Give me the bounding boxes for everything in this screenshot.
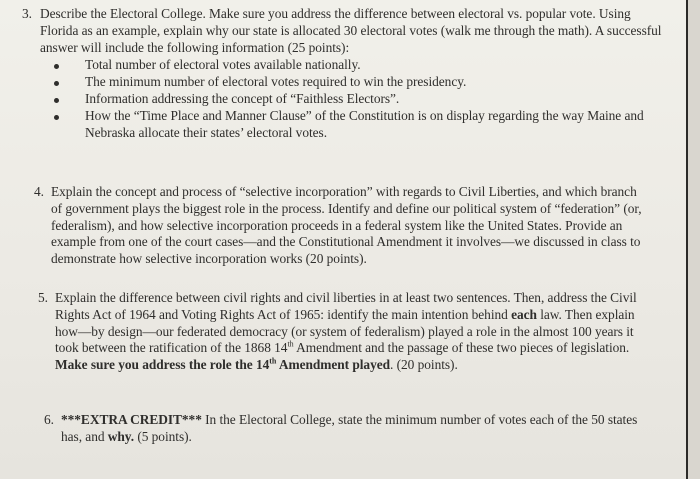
question-6 bbox=[44, 412, 644, 446]
question-number: 6. bbox=[44, 412, 54, 427]
question-number: 3. bbox=[22, 6, 32, 21]
page-edge-divider bbox=[686, 0, 700, 479]
question-5 bbox=[38, 290, 652, 374]
requirements-list bbox=[40, 57, 672, 141]
bullet-icon bbox=[54, 81, 59, 86]
list-item: Information addressing the concept of “Faithless Electors”. bbox=[40, 91, 672, 108]
list-item: The minimum number of electoral votes required to win the presidency. bbox=[40, 74, 672, 91]
question-3 bbox=[22, 6, 672, 141]
question-4 bbox=[34, 184, 650, 268]
question-number: 4. bbox=[34, 184, 44, 199]
question-text: Explain the concept and process of “selective incorporation” with regards to Civil Liberties, and which branch of government plays the biggest role in the process. Identify and define our political system of “federation” (or, federalism), and how selective incorporation proceeds in a federal system like the United States. Provide an example from one of the court cases—and the Constitutional Amendment it involves—we discussed in class to demonstrate how selective incorporation works (20 points). bbox=[51, 184, 642, 267]
question-text: Describe the Electoral College. Make sure you address the difference between electoral vs. popular vote. Using Florida as an example, explain why our state is allocated 30 electoral votes (walk me through the math). A successful answer will include the following information (25 points): bbox=[40, 6, 662, 55]
list-item: How the “Time Place and Manner Clause” of the Constitution is on display regarding the way Maine and Nebraska allocate their states’ electoral votes. bbox=[40, 108, 672, 142]
bullet-icon bbox=[54, 115, 59, 120]
question-text: Explain the difference between civil rights and civil liberties in at least two sentences. Then, address the Civil Rights Act of 1964 and Voting Rights Act of 1965: identify the main intention behind each law. Then explain how—by design—our federated democracy (or system of federalism) played a role in the almost 100 years it took between the ratification of the 1868 14th Amendment and the passage of these two pieces of legislation. Make sure you address the role the 14th Amendment played. (20 points). bbox=[55, 290, 637, 373]
list-item: Total number of electoral votes available nationally. bbox=[40, 57, 672, 74]
question-number: 5. bbox=[38, 290, 48, 305]
question-text: ***EXTRA CREDIT*** In the Electoral College, state the minimum number of votes each of the 50 states has, and why. (5 points). bbox=[61, 412, 638, 444]
bullet-icon bbox=[54, 64, 59, 69]
bullet-icon bbox=[54, 98, 59, 103]
